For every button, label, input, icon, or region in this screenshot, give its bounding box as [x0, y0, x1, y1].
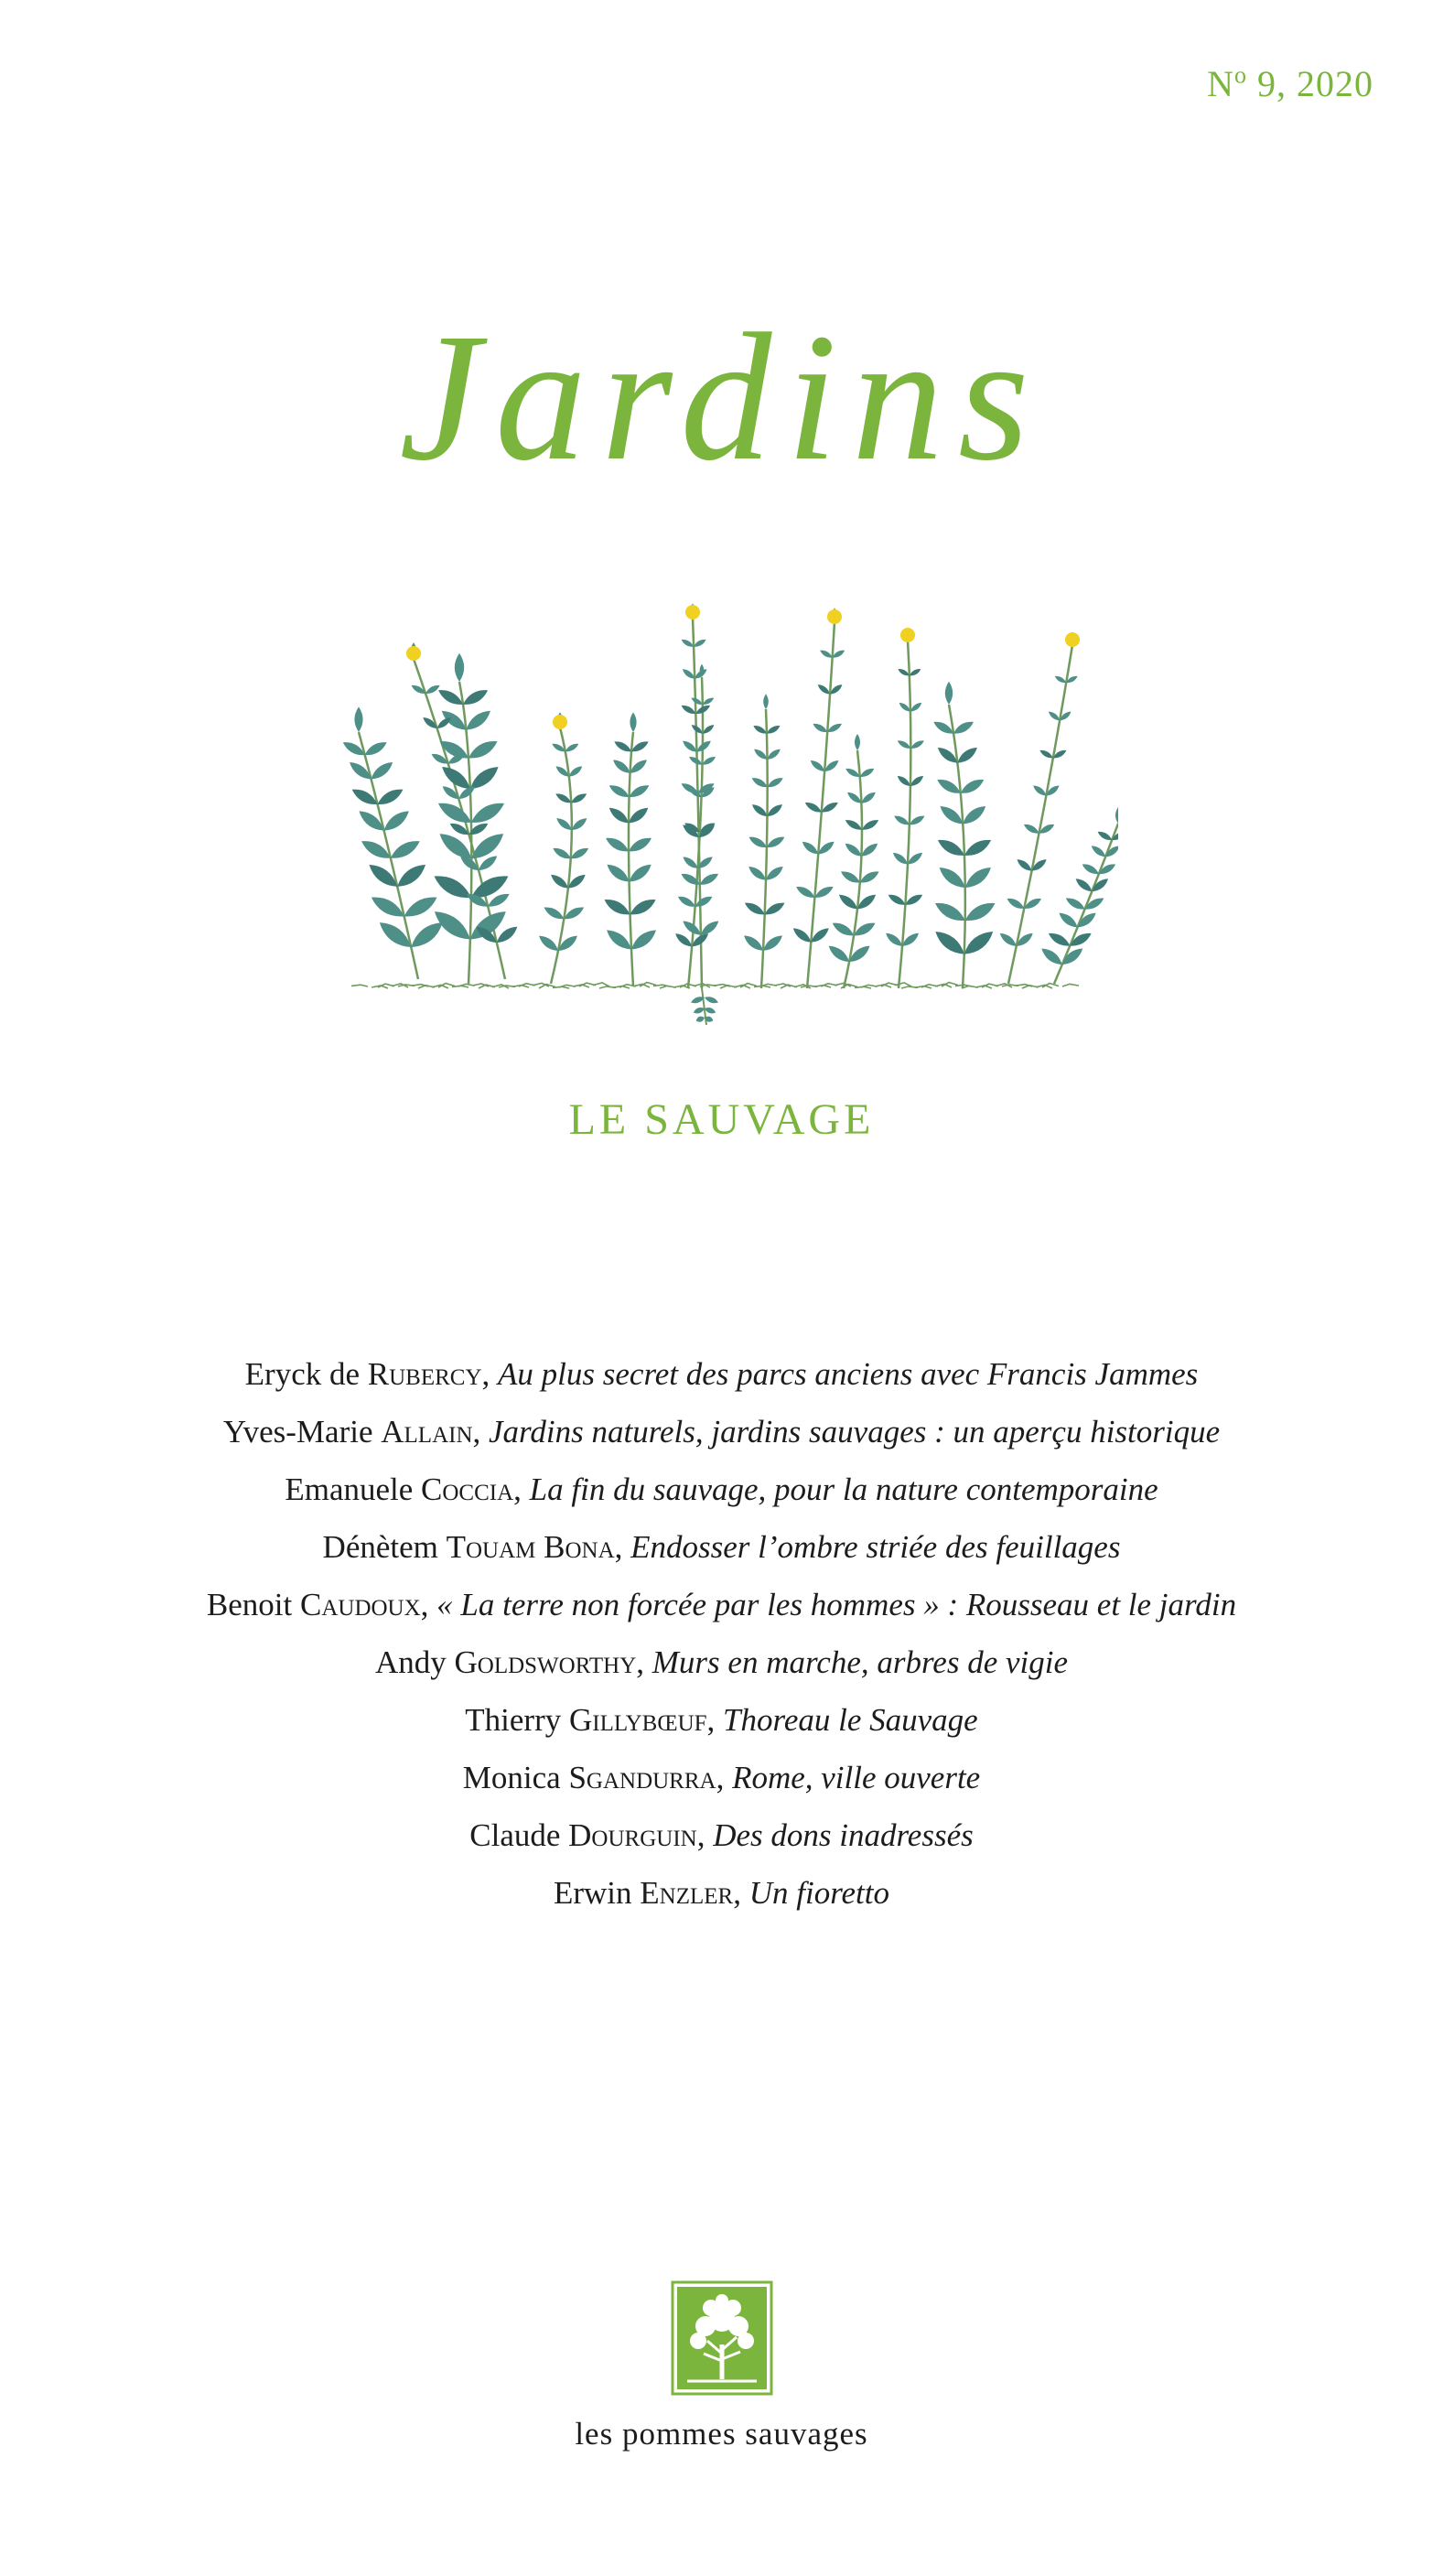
leaf — [748, 834, 769, 850]
leaf — [608, 782, 631, 801]
leaf — [627, 835, 654, 856]
author-first-name: Andy — [374, 1644, 455, 1680]
separator: , — [420, 1587, 437, 1622]
toc-entry — [0, 1460, 1443, 1518]
grass-blade — [653, 985, 670, 986]
leaf — [794, 884, 816, 901]
leaf — [960, 803, 988, 828]
leaf — [962, 835, 994, 860]
author-last-name: Caudoux — [300, 1587, 421, 1622]
flower — [1065, 632, 1080, 647]
separator: , — [472, 1414, 490, 1450]
toc-entry — [0, 1864, 1443, 1922]
leaf — [958, 776, 985, 797]
leaf — [963, 898, 998, 925]
leaf — [763, 900, 787, 918]
plant-leaves — [340, 603, 1118, 1023]
separator: , — [733, 1875, 749, 1911]
article-title: Murs en marche, arbres de vigie — [652, 1644, 1069, 1680]
author-last-name: Gillybœuf — [568, 1702, 707, 1738]
toc-entry — [0, 1345, 1443, 1403]
separator: , — [696, 1817, 714, 1853]
author-last-name: Allain — [381, 1414, 473, 1450]
separator: , — [716, 1760, 733, 1795]
leaf — [855, 734, 860, 750]
stem — [1008, 645, 1072, 984]
leaf — [628, 926, 659, 954]
article-title: Jardins naturels, jardins sauvages : un aperçu historique — [489, 1414, 1221, 1450]
separator: , — [513, 1471, 530, 1507]
separator: , — [614, 1529, 631, 1565]
leaf — [362, 738, 389, 759]
stem — [899, 641, 910, 988]
leaf — [887, 892, 907, 908]
flower — [553, 715, 567, 729]
publisher-logo — [671, 2280, 773, 2396]
flower — [900, 628, 915, 642]
separator: , — [706, 1702, 724, 1738]
author-first-name: Benoit — [206, 1587, 300, 1622]
leaf — [935, 835, 967, 860]
issue-prefix: N — [1207, 63, 1234, 104]
article-title: Au plus secret des parcs anciens avec Francis Jammes — [498, 1356, 1199, 1392]
leaf — [463, 706, 494, 734]
leaf — [766, 775, 784, 790]
leaf — [628, 895, 659, 919]
author-last-name: Touam Bona — [446, 1529, 615, 1565]
stem — [1054, 824, 1118, 984]
leaf — [803, 800, 824, 815]
leaf — [962, 863, 995, 892]
separator: , — [481, 1356, 499, 1392]
author-last-name: Dourguin — [568, 1817, 697, 1853]
ground-grass — [351, 983, 1079, 989]
grass-blade — [452, 986, 468, 987]
leaf — [602, 895, 633, 919]
toc-entry — [0, 1749, 1443, 1806]
leaf — [466, 737, 501, 763]
author-last-name: Sgandurra — [568, 1760, 716, 1795]
leaf — [676, 894, 696, 910]
leaf — [952, 718, 975, 737]
author-first-name: Thierry — [465, 1702, 569, 1738]
article-title: Un fioretto — [748, 1875, 889, 1911]
leaf — [551, 846, 572, 862]
cover-title: Jardins — [399, 296, 1044, 499]
leaf — [1006, 896, 1026, 911]
leaf — [612, 738, 632, 754]
leaf — [860, 817, 880, 833]
leaf — [839, 868, 862, 886]
separator: , — [636, 1644, 652, 1680]
author-first-name: Yves-Marie — [222, 1414, 382, 1450]
leaf — [932, 898, 968, 925]
publisher-name: les pommes sauvages — [575, 2416, 868, 2452]
article-title: Thoreau le Sauvage — [723, 1702, 978, 1738]
plant-flowers — [406, 605, 1080, 729]
article-title: Des dons inadressés — [713, 1817, 974, 1853]
author-first-name: Emanuele — [285, 1471, 422, 1507]
leaf — [765, 834, 786, 850]
grass-blade — [855, 986, 871, 988]
leaf — [430, 870, 474, 904]
plant-illustration — [331, 595, 1118, 1025]
toc-entry — [0, 1518, 1443, 1576]
leaf — [704, 995, 719, 1005]
leaf — [1115, 807, 1118, 824]
leaf — [354, 706, 362, 732]
author-last-name: Enzler — [640, 1875, 734, 1911]
leaf — [945, 682, 953, 705]
article-title: Endosser l’ombre striée des feuillages — [630, 1529, 1121, 1565]
leaf — [750, 775, 769, 790]
issue-rest: 9, 2020 — [1247, 63, 1373, 104]
grass-blade — [351, 985, 368, 986]
leaf — [893, 814, 911, 827]
author-first-name: Eryck de — [244, 1356, 368, 1392]
toc-entry — [0, 1691, 1443, 1749]
author-first-name: Erwin — [554, 1875, 641, 1911]
toc-entry — [0, 1403, 1443, 1460]
leaf — [931, 927, 968, 959]
article-title: Rome, ville ouverte — [732, 1760, 981, 1795]
leaf — [604, 835, 631, 856]
table-of-contents — [0, 1345, 1443, 1922]
toc-entry — [0, 1633, 1443, 1691]
leaf — [381, 807, 412, 835]
grass-blade — [1062, 984, 1079, 986]
author-first-name: Dénètem — [322, 1529, 447, 1565]
leaf — [460, 686, 490, 709]
leaf — [468, 798, 507, 828]
leaf — [1064, 895, 1087, 912]
leaf — [401, 892, 440, 922]
leaf — [368, 759, 395, 782]
flower — [685, 605, 700, 620]
toc-entry — [0, 1576, 1443, 1633]
issue-sup: o — [1234, 61, 1247, 89]
grass-blade — [553, 986, 569, 988]
issue-number — [1207, 62, 1373, 105]
leaf — [1047, 930, 1072, 949]
leaf — [393, 860, 429, 892]
leaf — [626, 861, 654, 886]
leaf — [375, 785, 405, 809]
flower — [406, 646, 421, 661]
leaf — [570, 792, 588, 806]
cover-subtitle: LE SAUVAGE — [568, 1095, 875, 1144]
toc-entry — [0, 1806, 1443, 1864]
author-last-name: Rubercy — [367, 1356, 482, 1392]
leaf — [698, 871, 720, 889]
article-title: « La terre non forcée par les hommes » : Rousseau et le jardin — [436, 1587, 1237, 1622]
leaf — [542, 904, 565, 922]
leaf — [435, 798, 474, 828]
leaf — [830, 920, 856, 939]
author-last-name: Coccia — [421, 1471, 514, 1507]
leaf — [695, 1015, 705, 1023]
author-first-name: Claude — [469, 1817, 569, 1853]
leaf — [844, 817, 864, 833]
article-title: La fin du sauvage, pour la nature contemporaine — [529, 1471, 1158, 1507]
leaf — [763, 694, 769, 709]
leaf — [455, 653, 464, 682]
leaf — [630, 712, 636, 732]
author-first-name: Monica — [462, 1760, 569, 1795]
flower — [827, 609, 842, 624]
leaf — [743, 900, 767, 918]
author-last-name: Goldsworthy — [454, 1644, 637, 1680]
leaf — [627, 782, 651, 801]
leaf — [388, 836, 423, 863]
